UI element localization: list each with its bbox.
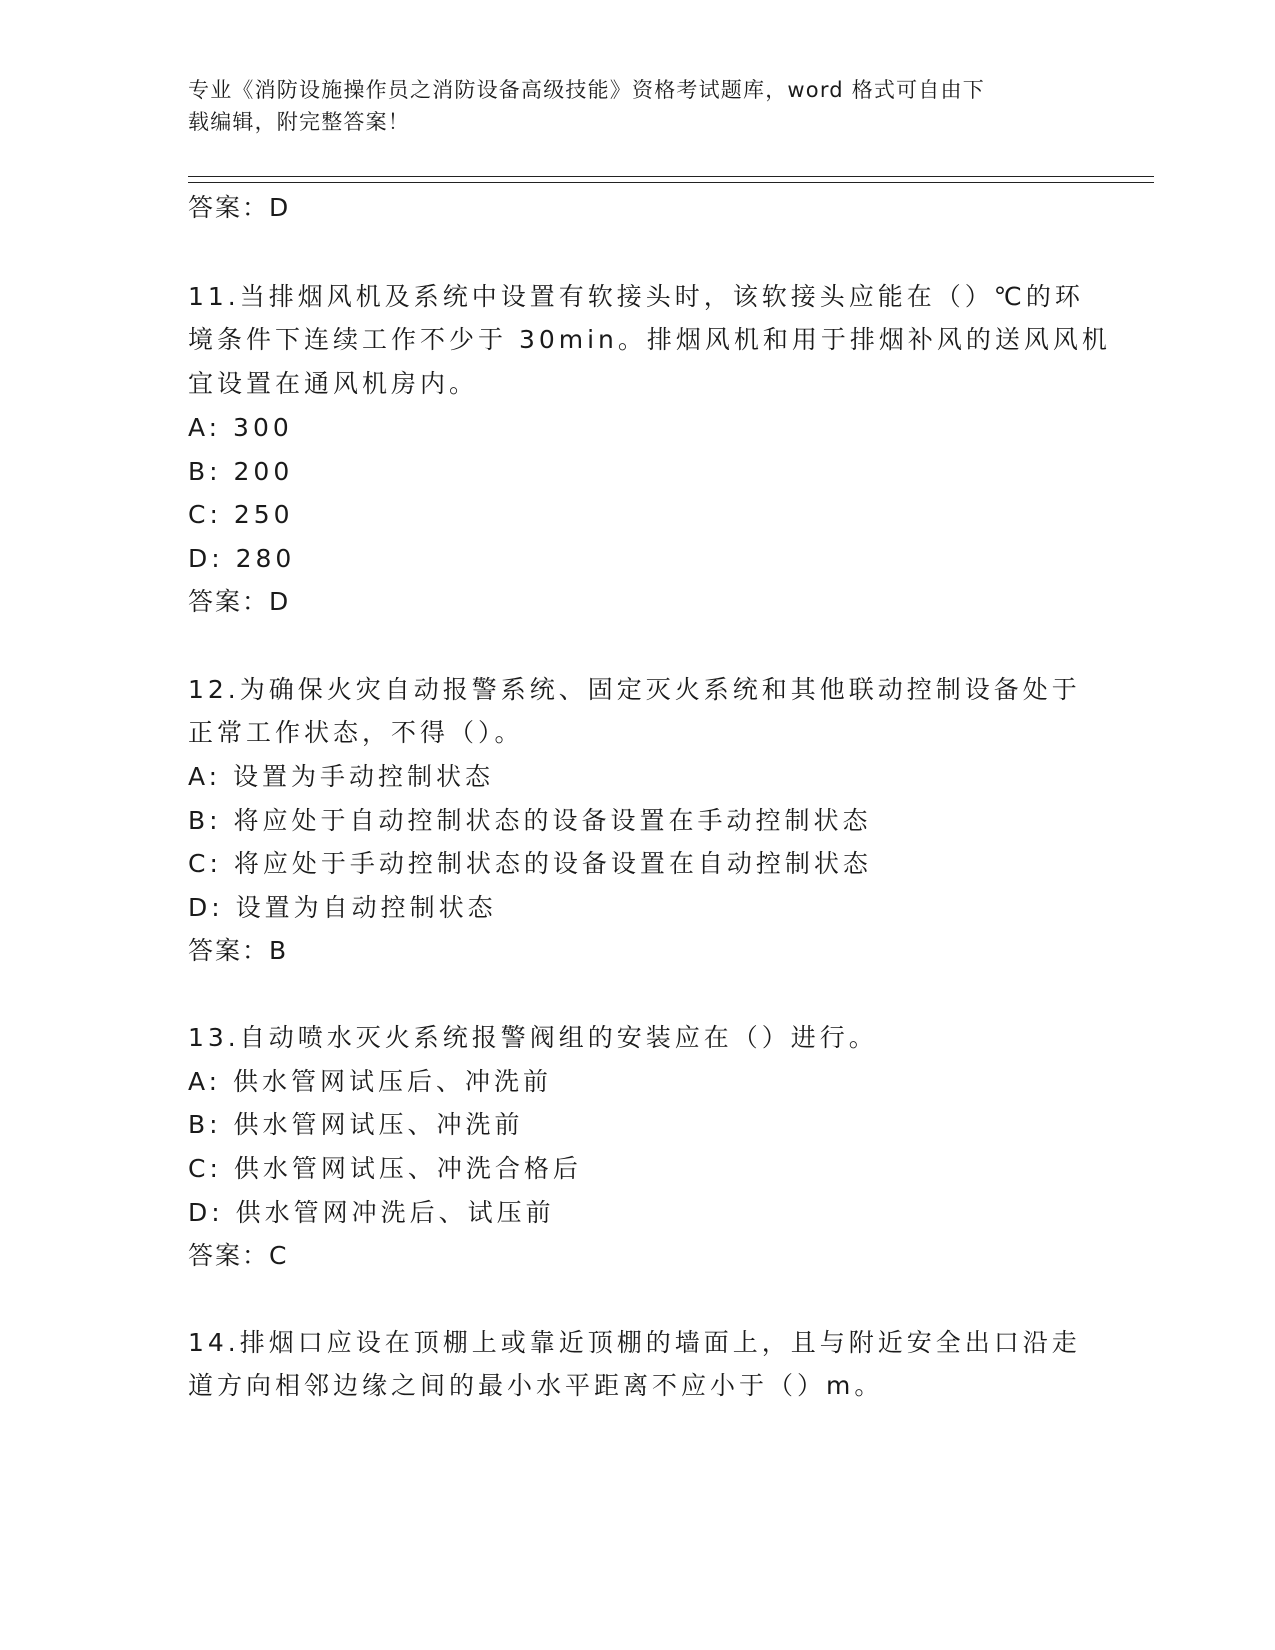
header-line-2: 载编辑，附完整答案！ (188, 110, 410, 134)
question-11-option-b: B: 200 (188, 457, 294, 486)
header-line-1: 专业《消防设施操作员之消防设备高级技能》资格考试题库，word 格式可自由下 (188, 78, 985, 102)
question-13-option-d: D: 供水管网冲洗后、试压前 (188, 1198, 555, 1227)
question-12-option-a: A: 设置为手动控制状态 (188, 762, 495, 791)
question-13-option-a: A: 供水管网试压后、冲洗前 (188, 1067, 553, 1096)
question-11-option-d: D: 280 (188, 544, 296, 573)
question-14-line-2: 道方向相邻边缘之间的最小水平距离不应小于（）m。 (188, 1371, 884, 1400)
question-13-option-c: C: 供水管网试压、冲洗合格后 (188, 1154, 582, 1183)
document-header (188, 74, 1068, 138)
question-11-line-2: 境条件下连续工作不少于 30min。排烟风机和用于排烟补风的送风风机 (188, 325, 1111, 354)
question-11-answer: 答案：D (188, 587, 291, 616)
question-12-line-2: 正常工作状态，不得（）。 (188, 718, 524, 747)
question-13-option-b: B: 供水管网试压、冲洗前 (188, 1110, 524, 1139)
answer-prev: 答案：D (188, 193, 291, 222)
header-rule-top (188, 176, 1154, 177)
question-14-line-1: 14.排烟口应设在顶棚上或靠近顶棚的墙面上，且与附近安全出口沿走 (188, 1328, 1081, 1357)
question-12-line-1: 12.为确保火灾自动报警系统、固定灭火系统和其他联动控制设备处于 (188, 675, 1081, 704)
question-11-option-c: C: 250 (188, 500, 294, 529)
question-11-option-a: A: 300 (188, 413, 293, 442)
question-13-answer: 答案：C (188, 1241, 289, 1270)
question-12-option-b: B: 将应处于自动控制状态的设备设置在手动控制状态 (188, 806, 872, 835)
header-rule-bottom (188, 182, 1154, 183)
question-12-answer: 答案：B (188, 936, 289, 965)
question-12-option-c: C: 将应处于手动控制状态的设备设置在自动控制状态 (188, 849, 872, 878)
question-11-line-1: 11.当排烟风机及系统中设置有软接头时，该软接头应能在（）℃的环 (188, 282, 1084, 311)
question-13-line-1: 13.自动喷水灭火系统报警阀组的安装应在（）进行。 (188, 1023, 878, 1052)
question-12-option-d: D: 设置为自动控制状态 (188, 893, 497, 922)
question-11-line-3: 宜设置在通风机房内。 (188, 369, 479, 398)
